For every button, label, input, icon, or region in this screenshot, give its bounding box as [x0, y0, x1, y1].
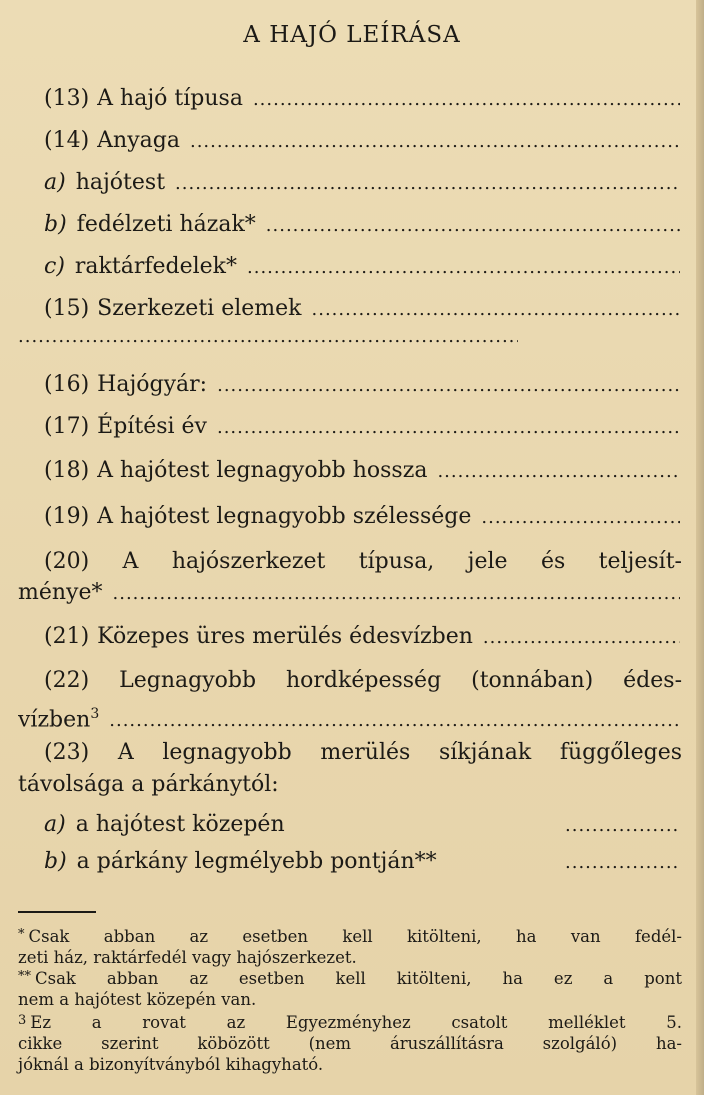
field-structural-elements	[44, 294, 680, 324]
footnote-mark: **	[18, 969, 31, 984]
field-number: (21)	[44, 624, 90, 649]
field-ship-type	[44, 84, 680, 114]
field-label: hajótest	[75, 170, 166, 195]
field-material-deckhouses	[44, 210, 680, 240]
fill-in-dots[interactable]	[266, 211, 680, 240]
fill-in-dots[interactable]	[565, 811, 680, 840]
field-material-hull	[44, 168, 680, 198]
footnote-mark: 3	[18, 1013, 27, 1028]
fill-in-dots[interactable]	[217, 371, 680, 400]
fill-in-dots[interactable]	[18, 322, 518, 352]
fill-in-dots[interactable]	[253, 85, 680, 114]
fill-in-dots[interactable]	[113, 579, 681, 608]
fill-in-dots[interactable]	[437, 457, 680, 486]
footnote-text: nem a hajótest közepén van.	[18, 990, 257, 1009]
field-number: (17)	[44, 414, 90, 439]
field-label: Szerkezeti elemek	[97, 296, 302, 321]
field-freeboard-line2	[18, 770, 680, 800]
fill-in-dots[interactable]	[217, 413, 680, 442]
structural-elements-continuation	[18, 322, 518, 352]
footnote-mark: *	[18, 927, 25, 942]
fill-in-dots[interactable]	[481, 503, 680, 532]
footnote-3	[18, 1010, 682, 1075]
field-label: A hajótest legnagyobb szélessége	[97, 504, 472, 529]
field-label: Anyaga	[97, 128, 180, 153]
footnote-ref: 3	[90, 706, 100, 722]
fill-in-dots[interactable]	[109, 706, 680, 729]
field-material-hatch-covers	[44, 252, 680, 282]
field-number: (18)	[44, 458, 90, 483]
field-label: Hajógyár:	[97, 372, 208, 397]
field-label: A hajó típusa	[97, 86, 243, 111]
page-title: A HAJÓ LEÍRÁSA	[243, 22, 461, 48]
footnote-text: Csak abban az esetben kell kitölteni, ha ez a pont	[35, 969, 682, 988]
sub-letter: a)	[44, 170, 66, 195]
footnote-text: jóknál a bizonyítványból kihagyható.	[18, 1055, 324, 1074]
field-build-year	[44, 412, 680, 442]
footnote-text: cikke szerint köbözött (nem áruszállításra szolgáló) ha-	[18, 1034, 682, 1053]
footnote-text: zeti ház, raktárfedél vagy hajószerkezet.	[18, 948, 357, 967]
field-hull-width	[44, 502, 680, 532]
sub-letter: b)	[44, 212, 67, 237]
field-shipyard	[44, 370, 680, 400]
field-hull-length	[44, 456, 680, 486]
field-freeboard-line1: (23) A legnagyobb merülés síkjának függőleges	[44, 740, 682, 765]
field-label: ménye*	[18, 580, 103, 605]
field-number: (14)	[44, 128, 90, 153]
field-label: fedélzeti házak*	[76, 212, 256, 237]
field-label: a párkány legmélyebb pontján**	[76, 849, 437, 874]
sub-letter: c)	[44, 254, 65, 279]
footnote-2	[18, 966, 682, 1010]
footnote-text: Ez a rovat az Egyezményhez csatolt melléklet 5.	[30, 1013, 682, 1032]
field-number: (15)	[44, 296, 90, 321]
sub-letter: a)	[44, 812, 66, 837]
field-number: (16)	[44, 372, 90, 397]
field-label: A hajótest legnagyobb hossza	[97, 458, 428, 483]
footnote-1	[18, 924, 682, 968]
field-propulsion-line1: (20) A hajószerkezet típusa, jele és teljesít-	[44, 549, 682, 574]
field-freeboard-lowest-point	[44, 847, 680, 877]
field-label: vízben	[18, 707, 91, 729]
sub-letter: b)	[44, 849, 67, 874]
field-material	[44, 126, 680, 156]
field-deadweight-line2	[18, 699, 680, 729]
field-label: Építési év	[97, 414, 207, 439]
footnote-text: Csak abban az esetben kell kitölteni, ha van fedél-	[28, 927, 682, 946]
page-edge	[696, 0, 704, 1095]
footnote-separator	[18, 911, 96, 913]
fill-in-dots[interactable]	[175, 169, 680, 198]
field-freeboard-midship	[44, 810, 680, 840]
field-label: távolsága a párkánytól:	[18, 772, 279, 797]
field-propulsion-line2	[18, 578, 680, 608]
field-light-draught	[44, 622, 680, 652]
fill-in-dots[interactable]	[483, 623, 680, 652]
fill-in-dots[interactable]	[247, 253, 680, 282]
field-label: raktárfedelek*	[74, 254, 237, 279]
field-number: (13)	[44, 86, 90, 111]
field-number: (19)	[44, 504, 90, 529]
field-deadweight-line1: (22) Legnagyobb hordképesség (tonnában) édes-	[44, 668, 682, 693]
fill-in-dots[interactable]	[312, 295, 681, 324]
field-label: Közepes üres merülés édesvízben	[97, 624, 473, 649]
fill-in-dots[interactable]	[565, 848, 680, 877]
field-label: a hajótest közepén	[75, 812, 285, 837]
fill-in-dots[interactable]	[190, 127, 680, 156]
